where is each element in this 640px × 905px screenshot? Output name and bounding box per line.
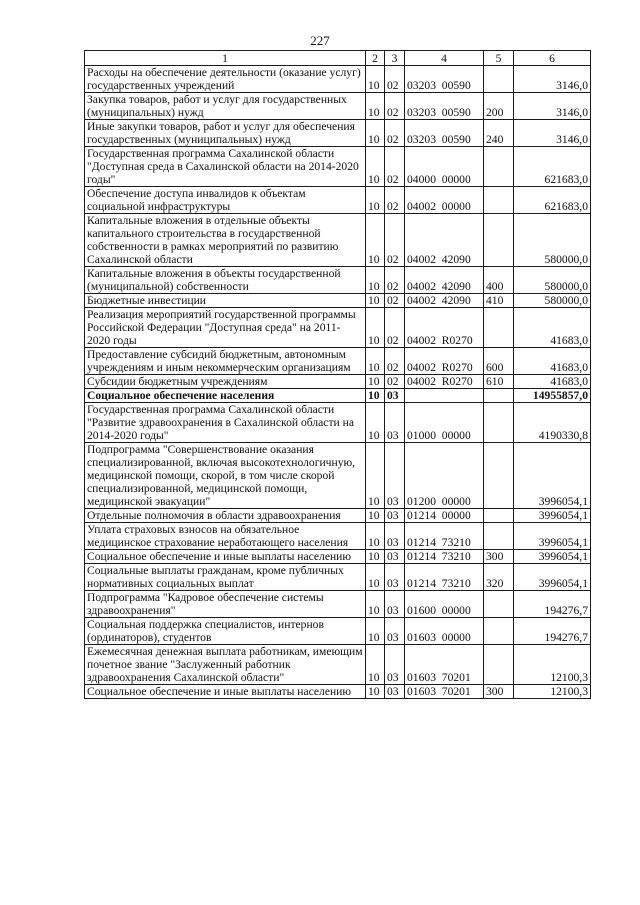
column-header-3: 3 bbox=[385, 51, 405, 66]
row-amount-cell: 12100,3 bbox=[514, 645, 591, 685]
row-name-cell: Капитальные вложения в отдельные объекты капитального строительства в государственной собственности в рамках мероприятий по развитию Сахалинской области bbox=[85, 214, 366, 267]
row-section-cell: 10 bbox=[366, 120, 385, 147]
row-target-code-cell: 04002 R0270 bbox=[405, 308, 484, 348]
row-subsection-cell: 02 bbox=[385, 294, 405, 308]
row-target-code-cell: 03203 00590 bbox=[405, 66, 484, 93]
table-row bbox=[85, 348, 591, 375]
row-amount-cell: 580000,0 bbox=[514, 214, 591, 267]
row-expense-type-cell: 300 bbox=[484, 685, 514, 699]
row-expense-type-cell bbox=[484, 645, 514, 685]
row-expense-type-cell bbox=[484, 214, 514, 267]
row-expense-type-cell: 200 bbox=[484, 93, 514, 120]
row-section-cell: 10 bbox=[366, 645, 385, 685]
row-amount-cell: 3996054,1 bbox=[514, 509, 591, 523]
row-amount-cell: 621683,0 bbox=[514, 147, 591, 187]
row-section-cell: 10 bbox=[366, 348, 385, 375]
row-amount-cell: 3996054,1 bbox=[514, 550, 591, 564]
row-expense-type-cell: 300 bbox=[484, 550, 514, 564]
row-subsection-cell: 03 bbox=[385, 685, 405, 699]
row-subsection-cell: 03 bbox=[385, 591, 405, 618]
table-body bbox=[85, 66, 591, 699]
row-section-cell: 10 bbox=[366, 443, 385, 509]
row-subsection-cell: 02 bbox=[385, 120, 405, 147]
row-subsection-cell: 03 bbox=[385, 564, 405, 591]
table-row bbox=[85, 294, 591, 308]
row-target-code-cell: 01214 73210 bbox=[405, 564, 484, 591]
row-section-cell: 10 bbox=[366, 403, 385, 443]
row-amount-cell: 3996054,1 bbox=[514, 443, 591, 509]
row-expense-type-cell bbox=[484, 187, 514, 214]
row-amount-cell: 12100,3 bbox=[514, 685, 591, 699]
row-name-cell: Государственная программа Сахалинской области "Развитие здравоохранения в Сахалинской области на 2014-2020 годы" bbox=[85, 403, 366, 443]
row-target-code-cell: 03203 00590 bbox=[405, 93, 484, 120]
column-header-1: 1 bbox=[85, 51, 366, 66]
row-target-code-cell: 01200 00000 bbox=[405, 443, 484, 509]
row-name-cell: Социальные выплаты гражданам, кроме публичных нормативных социальных выплат bbox=[85, 564, 366, 591]
row-amount-cell: 3146,0 bbox=[514, 93, 591, 120]
table-row bbox=[85, 375, 591, 389]
row-subsection-cell: 02 bbox=[385, 267, 405, 294]
row-expense-type-cell bbox=[484, 443, 514, 509]
row-name-cell: Государственная программа Сахалинской области "Доступная среда в Сахалинской области на 2014-2020 годы" bbox=[85, 147, 366, 187]
row-name-cell: Закупка товаров, работ и услуг для государственных (муниципальных) нужд bbox=[85, 93, 366, 120]
row-subsection-cell: 02 bbox=[385, 187, 405, 214]
table-row bbox=[85, 93, 591, 120]
table-row bbox=[85, 147, 591, 187]
table-row bbox=[85, 214, 591, 267]
row-target-code-cell: 01214 73210 bbox=[405, 550, 484, 564]
row-section-cell: 10 bbox=[366, 389, 385, 403]
row-amount-cell: 41683,0 bbox=[514, 308, 591, 348]
row-expense-type-cell bbox=[484, 147, 514, 187]
row-section-cell: 10 bbox=[366, 214, 385, 267]
row-target-code-cell: 04002 R0270 bbox=[405, 375, 484, 389]
row-subsection-cell: 03 bbox=[385, 645, 405, 685]
row-expense-type-cell bbox=[484, 523, 514, 550]
row-amount-cell: 3146,0 bbox=[514, 66, 591, 93]
column-header-6: 6 bbox=[514, 51, 591, 66]
row-name-cell: Обеспечение доступа инвалидов к объектам социальной инфраструктуры bbox=[85, 187, 366, 214]
row-name-cell: Ежемесячная денежная выплата работникам, имеющим почетное звание "Заслуженный работник здравоохранения Сахалинской области" bbox=[85, 645, 366, 685]
row-target-code-cell: 04002 00000 bbox=[405, 187, 484, 214]
row-expense-type-cell bbox=[484, 308, 514, 348]
row-amount-cell: 621683,0 bbox=[514, 187, 591, 214]
row-amount-cell: 14955857,0 bbox=[514, 389, 591, 403]
row-amount-cell: 4190330,8 bbox=[514, 403, 591, 443]
row-target-code-cell: 03203 00590 bbox=[405, 120, 484, 147]
table-row bbox=[85, 509, 591, 523]
row-name-cell: Социальная поддержка специалистов, интернов (ординаторов), студентов bbox=[85, 618, 366, 645]
row-amount-cell: 194276,7 bbox=[514, 591, 591, 618]
row-subsection-cell: 03 bbox=[385, 550, 405, 564]
row-amount-cell: 580000,0 bbox=[514, 294, 591, 308]
row-subsection-cell: 02 bbox=[385, 214, 405, 267]
row-subsection-cell: 03 bbox=[385, 443, 405, 509]
row-name-cell: Расходы на обеспечение деятельности (оказание услуг) государственных учреждений bbox=[85, 66, 366, 93]
row-target-code-cell bbox=[405, 389, 484, 403]
row-section-cell: 10 bbox=[366, 685, 385, 699]
row-expense-type-cell bbox=[484, 591, 514, 618]
table-row bbox=[85, 443, 591, 509]
row-target-code-cell: 04000 00000 bbox=[405, 147, 484, 187]
row-section-cell: 10 bbox=[366, 523, 385, 550]
table-row bbox=[85, 120, 591, 147]
row-target-code-cell: 01600 00000 bbox=[405, 591, 484, 618]
row-expense-type-cell: 600 bbox=[484, 348, 514, 375]
row-section-cell: 10 bbox=[366, 308, 385, 348]
row-expense-type-cell bbox=[484, 403, 514, 443]
row-name-cell: Бюджетные инвестиции bbox=[85, 294, 366, 308]
row-name-cell: Социальное обеспечение и иные выплаты населению bbox=[85, 550, 366, 564]
table-row bbox=[85, 403, 591, 443]
row-section-cell: 10 bbox=[366, 66, 385, 93]
row-amount-cell: 580000,0 bbox=[514, 267, 591, 294]
row-target-code-cell: 04002 42090 bbox=[405, 267, 484, 294]
row-section-cell: 10 bbox=[366, 294, 385, 308]
row-section-cell: 10 bbox=[366, 375, 385, 389]
row-subsection-cell: 02 bbox=[385, 308, 405, 348]
row-amount-cell: 3996054,1 bbox=[514, 523, 591, 550]
row-name-cell: Отдельные полномочия в области здравоохранения bbox=[85, 509, 366, 523]
row-name-cell: Капитальные вложения в объекты государственной (муниципальной) собственности bbox=[85, 267, 366, 294]
row-amount-cell: 194276,7 bbox=[514, 618, 591, 645]
row-expense-type-cell: 410 bbox=[484, 294, 514, 308]
row-section-cell: 10 bbox=[366, 591, 385, 618]
row-subsection-cell: 02 bbox=[385, 66, 405, 93]
table-row bbox=[85, 308, 591, 348]
table-header bbox=[85, 51, 591, 66]
row-name-cell: Уплата страховых взносов на обязательное медицинское страхование неработающего населения bbox=[85, 523, 366, 550]
row-section-cell: 10 bbox=[366, 147, 385, 187]
budget-table bbox=[84, 50, 591, 699]
row-name-cell: Иные закупки товаров, работ и услуг для обеспечения государственных (муниципальных) нужд bbox=[85, 120, 366, 147]
page-number: 227 bbox=[310, 33, 330, 48]
table-row bbox=[85, 591, 591, 618]
row-amount-cell: 41683,0 bbox=[514, 348, 591, 375]
row-expense-type-cell: 610 bbox=[484, 375, 514, 389]
row-name-cell: Подпрограмма "Кадровое обеспечение системы здравоохранения" bbox=[85, 591, 366, 618]
row-target-code-cell: 01214 00000 bbox=[405, 509, 484, 523]
row-target-code-cell: 04002 42090 bbox=[405, 214, 484, 267]
column-header-5: 5 bbox=[484, 51, 514, 66]
row-name-cell: Реализация мероприятий государственной программы Российской Федерации "Доступная среда" на 2011-2020 годы bbox=[85, 308, 366, 348]
row-target-code-cell: 04002 42090 bbox=[405, 294, 484, 308]
column-header-4: 4 bbox=[405, 51, 484, 66]
row-name-cell: Субсидии бюджетным учреждениям bbox=[85, 375, 366, 389]
row-name-cell: Социальное обеспечение населения bbox=[85, 389, 366, 403]
row-name-cell: Предоставление субсидий бюджетным, автономным учреждениям и иным некоммерческим организациям bbox=[85, 348, 366, 375]
table-row bbox=[85, 685, 591, 699]
row-amount-cell: 3146,0 bbox=[514, 120, 591, 147]
table-row bbox=[85, 618, 591, 645]
column-header-2: 2 bbox=[366, 51, 385, 66]
row-subsection-cell: 02 bbox=[385, 348, 405, 375]
row-section-cell: 10 bbox=[366, 618, 385, 645]
row-section-cell: 10 bbox=[366, 267, 385, 294]
row-target-code-cell: 01214 73210 bbox=[405, 523, 484, 550]
table-row bbox=[85, 187, 591, 214]
row-expense-type-cell bbox=[484, 66, 514, 93]
row-expense-type-cell: 320 bbox=[484, 564, 514, 591]
row-section-cell: 10 bbox=[366, 550, 385, 564]
row-target-code-cell: 01603 70201 bbox=[405, 645, 484, 685]
table-row bbox=[85, 523, 591, 550]
table-row bbox=[85, 267, 591, 294]
row-section-cell: 10 bbox=[366, 564, 385, 591]
row-section-cell: 10 bbox=[366, 93, 385, 120]
row-subsection-cell: 03 bbox=[385, 403, 405, 443]
row-amount-cell: 41683,0 bbox=[514, 375, 591, 389]
table-row bbox=[85, 66, 591, 93]
row-name-cell: Социальное обеспечение и иные выплаты населению bbox=[85, 685, 366, 699]
row-subsection-cell: 02 bbox=[385, 375, 405, 389]
table-row bbox=[85, 389, 591, 403]
row-target-code-cell: 01000 00000 bbox=[405, 403, 484, 443]
row-amount-cell: 3996054,1 bbox=[514, 564, 591, 591]
table-row bbox=[85, 645, 591, 685]
row-expense-type-cell: 240 bbox=[484, 120, 514, 147]
row-target-code-cell: 01603 00000 bbox=[405, 618, 484, 645]
row-section-cell: 10 bbox=[366, 509, 385, 523]
table-row bbox=[85, 564, 591, 591]
row-subsection-cell: 03 bbox=[385, 618, 405, 645]
row-expense-type-cell bbox=[484, 509, 514, 523]
row-expense-type-cell: 400 bbox=[484, 267, 514, 294]
row-subsection-cell: 03 bbox=[385, 523, 405, 550]
header-row bbox=[85, 51, 591, 66]
table-row bbox=[85, 550, 591, 564]
row-subsection-cell: 03 bbox=[385, 389, 405, 403]
row-target-code-cell: 04002 R0270 bbox=[405, 348, 484, 375]
row-subsection-cell: 03 bbox=[385, 509, 405, 523]
row-expense-type-cell bbox=[484, 389, 514, 403]
row-target-code-cell: 01603 70201 bbox=[405, 685, 484, 699]
row-name-cell: Подпрограмма "Совершенствование оказания специализированной, включая высокотехнологичную, медицинской помощи, скорой, в том числе скорой специализированной, медицинской помощи, медицинской эвакуации" bbox=[85, 443, 366, 509]
row-section-cell: 10 bbox=[366, 187, 385, 214]
row-subsection-cell: 02 bbox=[385, 93, 405, 120]
row-expense-type-cell bbox=[484, 618, 514, 645]
row-subsection-cell: 02 bbox=[385, 147, 405, 187]
